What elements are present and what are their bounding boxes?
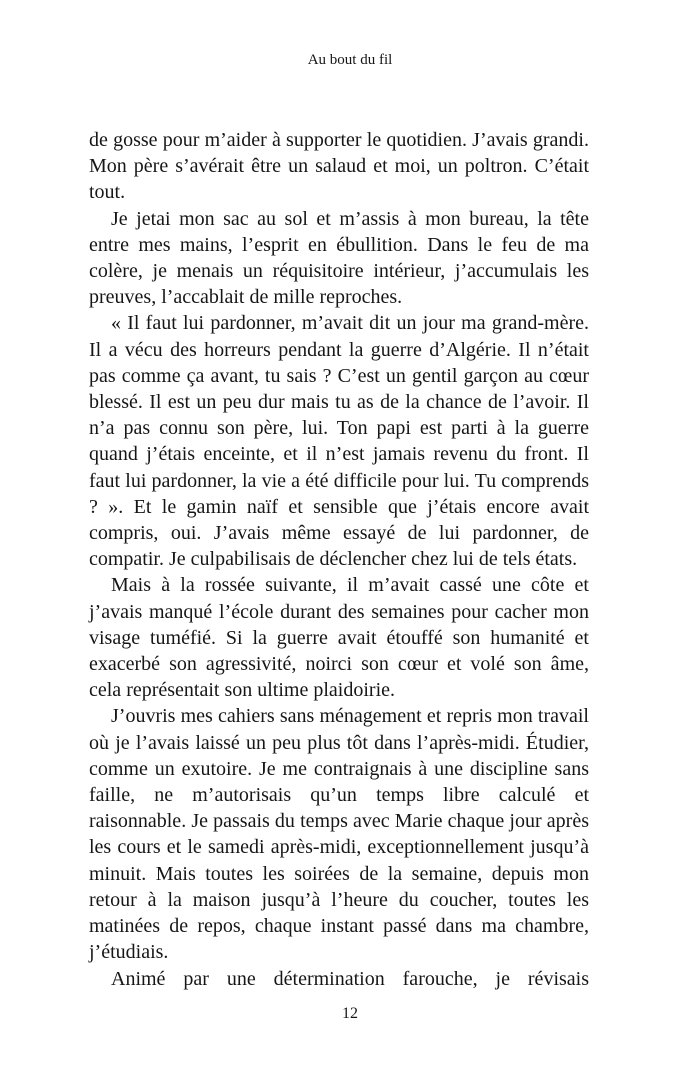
paragraph-continues: Animé par une détermination farouche, je révisais [111,967,589,990]
page-body [89,127,589,992]
paragraph: Mais à la rossée suivante, il m’avait cassé une côte et j’avais manqué l’école durant des semaines pour cacher mon visage tuméfié. Si la guerre avait étouffé son humanité et exacerbé son agressivité, noirci son cœur et volé son âme, cela représentait son ultime plaidoirie. [89,574,589,702]
page-number: 12 [342,1005,358,1022]
paragraph: Je jetai mon sac au sol et m’assis à mon bureau, la tête entre mes mains, l’esprit en ébullition. Dans le feu de ma colère, je menais un réquisitoire intérieur, j’accumulais les preuves, l’accablait de mille reproches. [89,207,589,309]
paragraph-continued: de gosse pour m’aider à supporter le quotidien. J’avais grandi. Mon père s’avérait être un salaud et moi, un poltron. C’était tout. [89,129,589,204]
paragraph: J’ouvris mes cahiers sans ménagement et repris mon travail où je l’avais laissé un peu plus tôt dans l’après-midi. Étudier, comme un exutoire. Je me contraignais à une discipline sans faille, ne m’autorisais qu’un temps libre calculé et raisonnable. Je passais du temps avec Marie chaque jour après les cours et le samedi après-midi, exceptionnellement jusqu’à minuit. Mais toutes les soirées de la semaine, depuis mon retour à la maison jusqu’à l’heure du coucher, toutes les matinées de repos, chaque instant passé dans ma chambre, j’étudiais. [89,705,589,964]
paragraph: « Il faut lui pardonner, m’avait dit un jour ma grand-mère. Il a vécu des horreurs pendant la guerre d’Algérie. Il n’était pas comme ça avant, tu sais ? C’est un gentil garçon au cœur blessé. Il est un peu dur mais tu as de la chance de l’avoir. Il n’a pas connu son père, lui. Ton papi est parti à la guerre quand j’étais enceinte, et il n’est jamais revenu du front. Il faut lui pardonner, la vie a été difficile pour lui. Tu comprends ? ». Et le gamin naïf et sensible que j’étais encore avait compris, oui. J’avais même essayé de lui pardonner, de compatir. Je culpabilisais de déclencher chez lui de tels états. [89,312,589,571]
running-header: Au bout du fil [307,52,393,68]
